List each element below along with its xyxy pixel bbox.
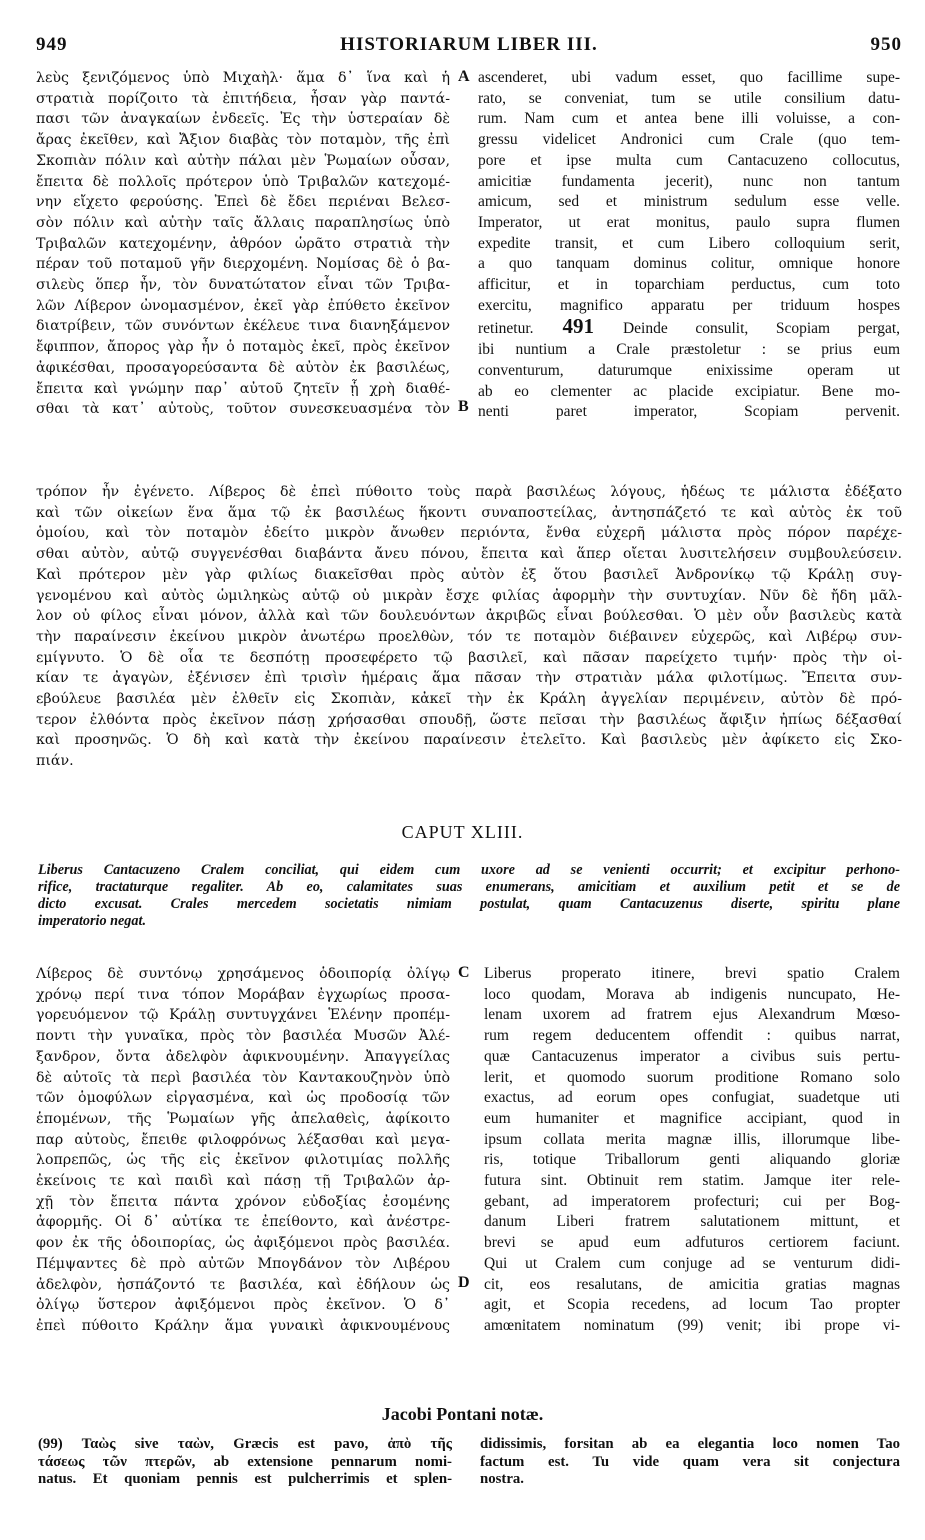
greek-text-line: λον οὐ φίλος εἶναι μόνον, ἀλλὰ καὶ τῶν δουλευόντων ἀκριβῶς εἶναι βούλεσθαι. Ὁ μὲν οὖν βασιλεὺς κατὰ xyxy=(36,608,902,625)
latin-text-line: cit, eos resalutans, de amicitia gratias magnas xyxy=(484,1275,900,1293)
note-text-line: natus. Et quoniam pennis est pulcherrimis et splen- xyxy=(38,1471,452,1487)
full-width-greek xyxy=(36,482,902,772)
running-title: HISTORIARUM LIBER III. xyxy=(340,34,598,55)
greek-text-line: ἀδελφὸν, ἠσπάζοντό τε βασιλέα, καὶ ἐδήλουν ὡς xyxy=(36,1276,450,1293)
greek-text-line: ἀφορμῆς. Οἱ δ᾿ αὐτίκα τε ἐπείθοντο, καὶ ἀνέστρε- xyxy=(36,1214,450,1231)
note-text-line: didissimis, forsitan ab ea elegantia loco nomen Tao xyxy=(480,1436,900,1452)
greek-text-line: Καὶ πρότερον μὲν γὰρ φιλίως διακεῖσθαι πρὸς αὐτὸν ἐξ ὅτου βασιλεῖ Ἀνδρονίκῳ τῷ Κράλῃ συγ- xyxy=(36,566,902,583)
greek-text-line: τερον ἐλθόντα πρὸς ἐκεῖνον πάσῃ χρήσασθαι σπουδῇ, ὥστε πεῖσαι τὴν βασιλέως ἄφιξιν ἠπίως δέξασθαί xyxy=(36,711,902,728)
greek-text-line: στρατιὰ πορίζοιτο τὰ ἐπιτήδεια, ἦσαν γὰρ παντά- xyxy=(36,90,450,107)
summary-text-line: Liberus Cantacuzeno Cralem conciliat, qui eidem cum uxore ad se venienti occurrit; et excipitur perhono- xyxy=(38,862,900,878)
latin-text-line: nenti paret imperator, Scopiam pervenit. xyxy=(478,403,900,421)
latin-text-line: eum humaniter et magnifice accipiant, quod in xyxy=(484,1109,900,1127)
greek-text-line: φον ἐκ τῆς ὁδοιπορίας, ὡς ἀφιξόμενοι πρὸς βασιλέα. xyxy=(36,1235,450,1252)
latin-text-line: lenam uxorem ad fratrem ejus Alexandrum Mœso- xyxy=(484,1006,900,1024)
greek-text-line: Σκοπιὰν πόλιν καὶ αὐτὴν πάλαι μὲν Ῥωμαίων οὖσαν, xyxy=(36,152,450,169)
bottom-latin-column xyxy=(484,964,900,1337)
latin-text-line: Imperator, ut erat monitus, paulo supra flumen xyxy=(478,213,900,231)
note-text-line: nostra. xyxy=(480,1471,524,1487)
greek-text-line: σὸν πόλιν καὶ αὐτὴν ταῖς ἄλλαις παραπλησίως ὑπὸ xyxy=(36,214,450,231)
summary-text-line: dicto excusat. Crales mercedem societatis nimiam postulat, quam Cantacuzenus diserte, spiritu plane xyxy=(38,896,900,912)
latin-text-line: danum Liberi fratrem salutationem mittunt, et xyxy=(484,1213,900,1231)
greek-text-line: ἔφιππον, ἄπορος γὰρ ἦν ὁ ποταμὸς ἐκεῖ, πρὸς ἐκεῖνον xyxy=(36,339,450,356)
greek-text-line: ἔπειτα δὲ πολλοῖς πρότερον ὑπὸ Τριβαλῶν κατεχομέ- xyxy=(36,173,450,190)
greek-text-line: εμίγνυτο. Ὁ δὲ οἷα τε δεσπότῃ προσεφέρετο τῷ βασιλεῖ, καὶ πᾶσαν παρείχετο τιμήν· πρὸς τὴν οἰ- xyxy=(36,649,902,666)
latin-text-line: conventurum, daturumque enixissime operam ut xyxy=(478,361,900,379)
latin-text-line: expedite transit, et cum Libero colloquium serit, xyxy=(478,234,900,252)
chapter-summary xyxy=(38,862,900,930)
greek-text-line: ἀφικέσθαι, προσαγορεύσαντα δὲ αὐτὸν ἐκ βασιλέως, xyxy=(36,359,450,376)
greek-text-line: τῶν ὁμοφύλων εἰργασμένα, καὶ ὡς προδοσίᾳ τῶν xyxy=(36,1090,450,1107)
latin-text-line xyxy=(478,316,900,340)
greek-text-line: νην εἴχετο φερούσης. Ἐπεὶ δὲ ἔδει περιέναι Βελεσ- xyxy=(36,194,450,211)
latin-text-line: gebant, ad imperatorem profecturi; cui per Bog- xyxy=(484,1192,900,1210)
latin-text-line: rato, se conveniat, tum se utile consilium datu- xyxy=(478,89,900,107)
latin-text-line: exactus, ad eorum opes confugiat, suadetque uti xyxy=(484,1089,900,1107)
greek-text-line: δὲ αὐτοῖς τὰ περὶ βασιλέα τὸν Καντακουζηνὸν ὑπὸ xyxy=(36,1069,450,1086)
latin-text-line: loco quodam, Morava ab indigenis nuncupato, He- xyxy=(484,985,900,1003)
latin-text-line: gressu videlicet Andronici cum Crale (quo tem- xyxy=(478,131,900,149)
latin-text-line: rum regem deducentem offendit : quibus narrat, xyxy=(484,1027,900,1045)
greek-text-line: καὶ τῶν οἰκείων ἕνα ἅμα τῷ ἐκ βασιλέως ἥκοντι συναποστείλας, ἀντησπάζετό τε καὶ αὐτὸς ἐκ τοῦ xyxy=(36,504,902,521)
greek-text-line: καὶ προσηνῶς. Ὁ δὴ καὶ κατὰ τὴν ἐκείνου παραίνεσιν ἐτελεῖτο. Καὶ βασιλεὺς μὲν ἀφίκετο εἰς Σκο- xyxy=(36,732,902,749)
latin-text-line: Qui ut Cralem cum conjuge ad se venturum didi- xyxy=(484,1254,900,1272)
greek-text-line: ποντι τὴν γυναῖκα, πρὸς τὸν βασιλέα Μυσῶν Ἀλέ- xyxy=(36,1028,450,1045)
page-number-491: 491 xyxy=(533,316,623,339)
greek-text-line: σθαι αὐτὸν, αὐτῷ συγγενέσθαι διαβάντα ἄνευ πόνου, ἔπειτα καὶ ἅπερ οἴεται λυσιτελήσειν συμβουλεύσειν. xyxy=(36,546,902,563)
latin-text-line: lerit, et quomodo suorum proditione Romano solo xyxy=(484,1068,900,1086)
summary-text-line: rifice, tractaturque regaliter. Ab eo, calamitates suas enumerans, amicitiam et auxilium petit et se de xyxy=(38,879,900,895)
page-number-left: 949 xyxy=(36,34,68,55)
latin-text-line: ab eo clementer ac placide excipiatur. Bene mo- xyxy=(478,382,900,400)
footnote-right xyxy=(480,1436,900,1489)
greek-text-line: λοπρεπῶς, ὡς τῆς εἰς ἐκεῖνον φιλοτιμίας πολλῆς xyxy=(36,1152,450,1169)
latin-text-line: amicitiæ fundamenta jecerit), nunc non tantum xyxy=(478,172,900,190)
greek-text-line: ἔπειτα καὶ γνώμην παρ᾿ αὐτοῦ ζητεῖν ᾗ χρὴ διαθέ- xyxy=(36,380,450,397)
page-number-right: 950 xyxy=(870,34,902,55)
summary-text-line: imperatorio negat. xyxy=(38,913,146,929)
latin-text-line: Liberus properato itinere, brevi spatio Cralem xyxy=(484,965,900,982)
top-latin-column xyxy=(478,68,900,423)
latin-text-line: futura sint. Obtinuit rem statim. Jamque iter rele- xyxy=(484,1172,900,1190)
margin-letter-c: C xyxy=(458,964,470,981)
running-header xyxy=(36,34,902,60)
margin-letter-a: A xyxy=(458,68,470,85)
greek-text-line: ἑπομένων, τῆς Ῥωμαίων γῆς ἀπελαθεὶς, ἀφίκοιτο xyxy=(36,1110,450,1127)
latin-text-line: quæ Cantacuzenus imperator a civibus suis pertu- xyxy=(484,1047,900,1065)
greek-text-line: εβούλευε βασιλέα μὲν ἐλθεῖν εἰς Σκοπιὰν, κἀκεῖ τὴν ἐκ Κράλη ἀγγελίαν περιμένειν, αὐτὸν δὲ πρό- xyxy=(36,691,902,708)
chapter-heading: CAPUT XLIII. xyxy=(401,822,524,842)
latin-text-line: afficitur, et in toparchiam perductus, cum toto xyxy=(478,276,900,294)
latin-text-line: ascenderet, ubi vadum esset, quo facillime supe- xyxy=(478,69,900,86)
greek-text-line: σθαι τὰ κατ᾿ αὐτοὺς, τοῦτον συνεσκευασμένα τὸν xyxy=(36,401,450,418)
bottom-greek-column xyxy=(36,964,450,1337)
greek-text-line: πιάν. xyxy=(36,753,74,770)
top-greek-column xyxy=(36,68,450,420)
margin-letter-d: D xyxy=(458,1274,470,1291)
greek-text-line: κίαν τε ἀγαγὼν, ἐξένισεν ἐπὶ τρισὶν ἡμέραις ἅμα πᾶσαν τὴν στρατιὰν μάλα φιλοτίμως. Ἔπειτα συν- xyxy=(36,670,902,687)
latin-text-line: a quo tanquam dominus colitur, omnique honore xyxy=(478,255,900,273)
greek-text-line: διατρίβειν, τῶν συνόντων ἐκέλευε τινα διανηξάμενον xyxy=(36,318,450,335)
greek-text-line: λεὺς ξενιζόμενος ὑπὸ Μιχαὴλ· ἅμα δ᾿ ἵνα καὶ ἡ xyxy=(36,70,450,86)
margin-letter-b: B xyxy=(458,398,469,415)
greek-text-line: χρόνῳ περί τινα τόπον Μοράβαν ἐγχωρίως προσα- xyxy=(36,986,450,1003)
greek-text-line: Λίβερος δὲ συντόνῳ χρησάμενος ὁδοιπορίᾳ ὀλίγῳ xyxy=(36,966,450,982)
greek-text-line: πέραν τοῦ ποταμοῦ γῆν διερχομένη. Νομίσας δὲ ὁ βα- xyxy=(36,256,450,273)
latin-text-line: ris, totique Triballorum genti aliquando gloriæ xyxy=(484,1151,900,1169)
greek-text-line: λῶν Λίβερον ὠνομασμένον, ἐκεῖ γὰρ ἐπύθετο ἐκεῖνον xyxy=(36,297,450,314)
latin-text-line: ipsum collata merita magnæ illis, illorumque libe- xyxy=(484,1130,900,1148)
greek-text-line: Τριβαλῶν κατεχομένην, ἀθρόον ὡρᾶτο στρατιὰ τὴν xyxy=(36,235,450,252)
greek-text-line: γενομένου καὶ αὐτὸς ὡμιληκὼς αὐτῷ οὐ μικρὰν ἔσχε φιλίας ἀφορμὴν τὴν συντυχίαν. Νῦν δὲ ἤδη μᾶλ- xyxy=(36,587,902,604)
latin-text-line: amœnitatem nominatum (99) venit; ibi prope vi- xyxy=(484,1316,900,1334)
latin-text-line: rum. Nam cum et antea bene illi voluisse, a con- xyxy=(478,110,900,128)
note-text-line: (99) Ταὼς sive ταὼν, Græcis est pavo, ἀπὸ τῆς xyxy=(38,1436,452,1452)
greek-text-line: ὀλίγῳ ὕστερον ἀφιξόμενοι πρὸς ἐκεῖνον. Ὁ δ᾿ xyxy=(36,1297,450,1314)
latin-text-line: amicum, sed et ministrum sedulum esse velle. xyxy=(478,193,900,211)
greek-text-line: σιλεὺς ὅπερ ἦν, τὸν δυνατώτατον εἶναι τῶν Τριβα- xyxy=(36,277,450,294)
greek-text-line: πασι τῶν ἀναγκαίων ἐνδεεῖς. Ἐς τὴν ὑστεραίαν δὲ xyxy=(36,111,450,128)
greek-text-line: ἐπεὶ πύθοιτο Κράλην ἅμα γυναικὶ ἀφικνουμένους xyxy=(36,1317,450,1334)
latin-text-line: ibi nuntium a Crale præstoletur : se prius eum xyxy=(478,341,900,359)
footnote-left xyxy=(38,1436,452,1489)
greek-text-line: τρόπον ἦν ἐγένετο. Λίβερος δὲ ἐπεὶ πύθοιτο τοὺς παρὰ βασιλέως λόγους, ἡδέως τε μάλιστα ἐδέξατο xyxy=(36,484,902,500)
latin-text-line: agit, et Scopia recedens, ad locum Tao propter xyxy=(484,1296,900,1314)
greek-text-line: Πέμψαντες δὲ πρὸ αὐτῶν Μπογδάνον τὸν Λιβέρου xyxy=(36,1255,450,1272)
note-text-line: τάσεως τῶν πτερῶν, ab extensione pennarum nomi- xyxy=(38,1453,452,1470)
latin-text-fragment: retinetur. xyxy=(478,320,534,338)
latin-text-fragment: Deinde consulit, Scopiam pergat, xyxy=(622,320,900,338)
greek-text-line: χῇ τὸν ἔπειτα πάντα χρόνον εὐδοξίας ἐσομένης xyxy=(36,1193,450,1210)
notes-heading: Jacobi Pontani notæ. xyxy=(381,1404,544,1424)
note-text-line: factum est. Tu vide quam vera sit conjectura xyxy=(480,1453,900,1470)
greek-text-line: ἐκείνοις τε καὶ παιδὶ καὶ πάσῃ τῇ Τριβαλῶν ἀρ- xyxy=(36,1173,450,1190)
greek-text-line: γορευόμενον τῷ Κράλῃ συντυγχάνει Ἑλένην προπέμ- xyxy=(36,1007,450,1024)
greek-text-line: ἄρας ἐκεῖθεν, καὶ Ἄξιον διαβὰς τὸν ποταμὸν, τῆς ἐπὶ xyxy=(36,132,450,149)
greek-text-line: παρ αὐτοὺς, ἔπειθε φιλοφρόνως λέξασθαι καὶ μεγα- xyxy=(36,1131,450,1148)
latin-text-line: exercitu, magnifico apparatu per triduum hospes xyxy=(478,296,900,314)
latin-text-line: brevi se apud eum adfuturos certiorem faciunt. xyxy=(484,1234,900,1252)
greek-text-line: ὁμοίου, καὶ τὸν ποταμὸν ἐδείτο μικρὸν ἄνωθεν περιόντα, ἔνθα εὐχερῆ μάλιστα πρὸς πόρον παρέχε- xyxy=(36,525,902,542)
latin-text-line: pore et ipse multa cum Cantacuzeno collocutus, xyxy=(478,151,900,169)
greek-text-line: ξανδρον, ὄντα ἀδελφὸν ἀφικνουμένην. Ἀπαγγείλας xyxy=(36,1048,450,1065)
greek-text-line: τὴν παραίνεσιν ἐκείνου μικρὸν ἀνωτέρω προελθὼν, τόν τε ποταμὸν διέβαινεν εὐχερῶς, καὶ Λιβέρῳ συν- xyxy=(36,628,902,645)
